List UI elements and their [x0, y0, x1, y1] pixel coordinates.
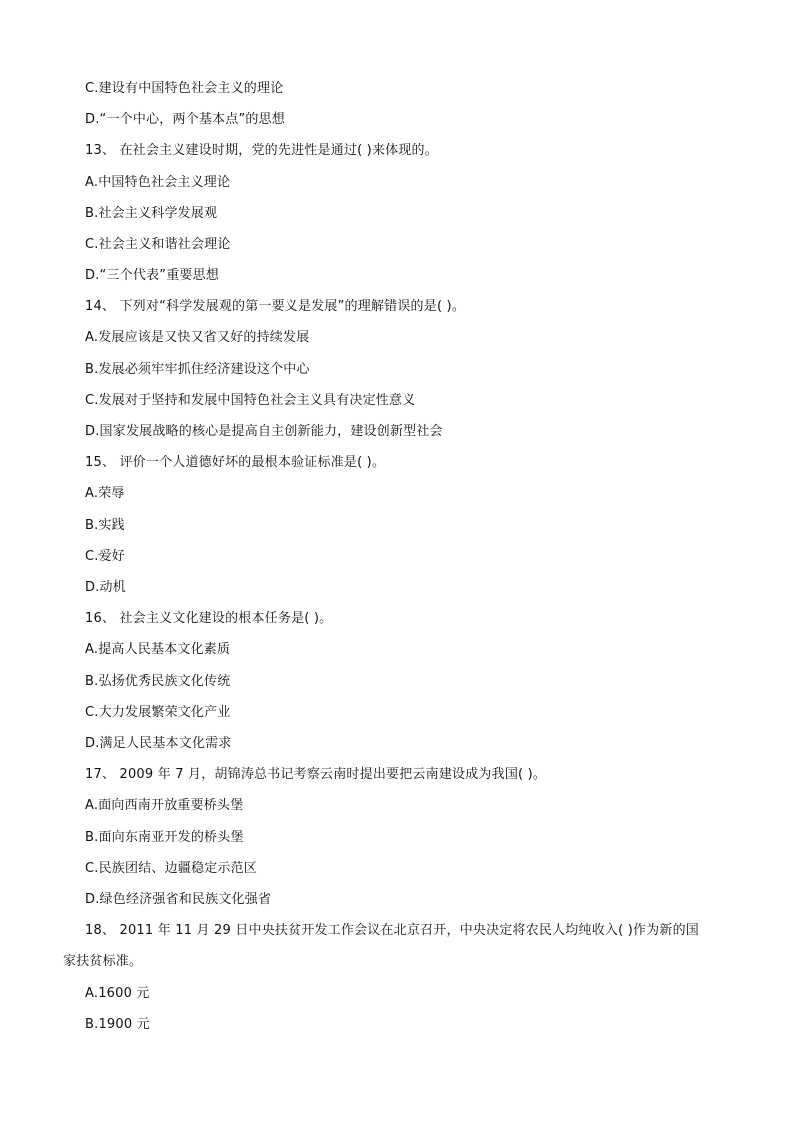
- option-a-13: A.中国特色社会主义理论: [85, 175, 231, 190]
- option-b-16: B.弘扬优秀民族文化传统: [85, 674, 231, 689]
- option-c-13: C.社会主义和谐社会理论: [85, 237, 231, 252]
- option-c-17: C.民族团结、边疆稳定示范区: [85, 861, 258, 876]
- option-d-16: D.满足人民基本文化需求: [85, 736, 232, 751]
- option-c-12: C.建设有中国特色社会主义的理论: [85, 81, 284, 96]
- option-c-14: C.发展对于坚持和发展中国特色社会主义具有决定性意义: [85, 393, 416, 408]
- question-14: 14、 下列对“科学发展观的第一要义是发展”的理解错误的是( )。: [85, 299, 466, 314]
- option-c-16: C.大力发展繁荣文化产业: [85, 705, 231, 720]
- option-b-15: B.实践: [85, 518, 125, 533]
- option-a-15: A.荣辱: [85, 486, 125, 501]
- option-a-16: A.提高人民基本文化素质: [85, 642, 231, 657]
- question-15: 15、 评价一个人道德好坏的最根本验证标准是( )。: [85, 455, 386, 470]
- option-b-17: B.面向东南亚开发的桥头堡: [85, 830, 244, 845]
- option-a-18: A.1600 元: [85, 986, 150, 1001]
- question-13: 13、 在社会主义建设时期，党的先进性是通过( )来体现的。: [85, 143, 438, 158]
- question-18: 18、 2011 年 11 月 29 日中央扶贫开发工作会议在北京召开，中央决定将农民人均纯收入( )作为新的国: [85, 923, 699, 938]
- option-b-18: B.1900 元: [85, 1017, 150, 1032]
- option-c-15: C.爱好: [85, 549, 126, 564]
- question-17: 17、 2009 年 7 月，胡锦涛总书记考察云南时提出要把云南建设成为我国( )。: [85, 767, 547, 782]
- option-d-13: D.“三个代表”重要思想: [85, 268, 220, 283]
- option-b-13: B.社会主义科学发展观: [85, 206, 218, 221]
- option-a-17: A.面向西南开放重要桥头堡: [85, 798, 244, 813]
- question-16: 16、 社会主义文化建设的根本任务是( )。: [85, 611, 333, 626]
- option-d-17: D.绿色经济强省和民族文化强省: [85, 892, 272, 907]
- option-d-14: D.国家发展战略的核心是提高自主创新能力，建设创新型社会: [85, 424, 443, 439]
- option-a-14: A.发展应该是又快又省又好的持续发展: [85, 330, 310, 345]
- option-b-14: B.发展必须牢牢抓住经济建设这个中心: [85, 362, 310, 377]
- option-d-12: D.“一个中心，两个基本点”的思想: [85, 112, 286, 127]
- question-18-continuation: 家扶贫标准。: [63, 954, 143, 969]
- option-d-15: D.动机: [85, 580, 126, 595]
